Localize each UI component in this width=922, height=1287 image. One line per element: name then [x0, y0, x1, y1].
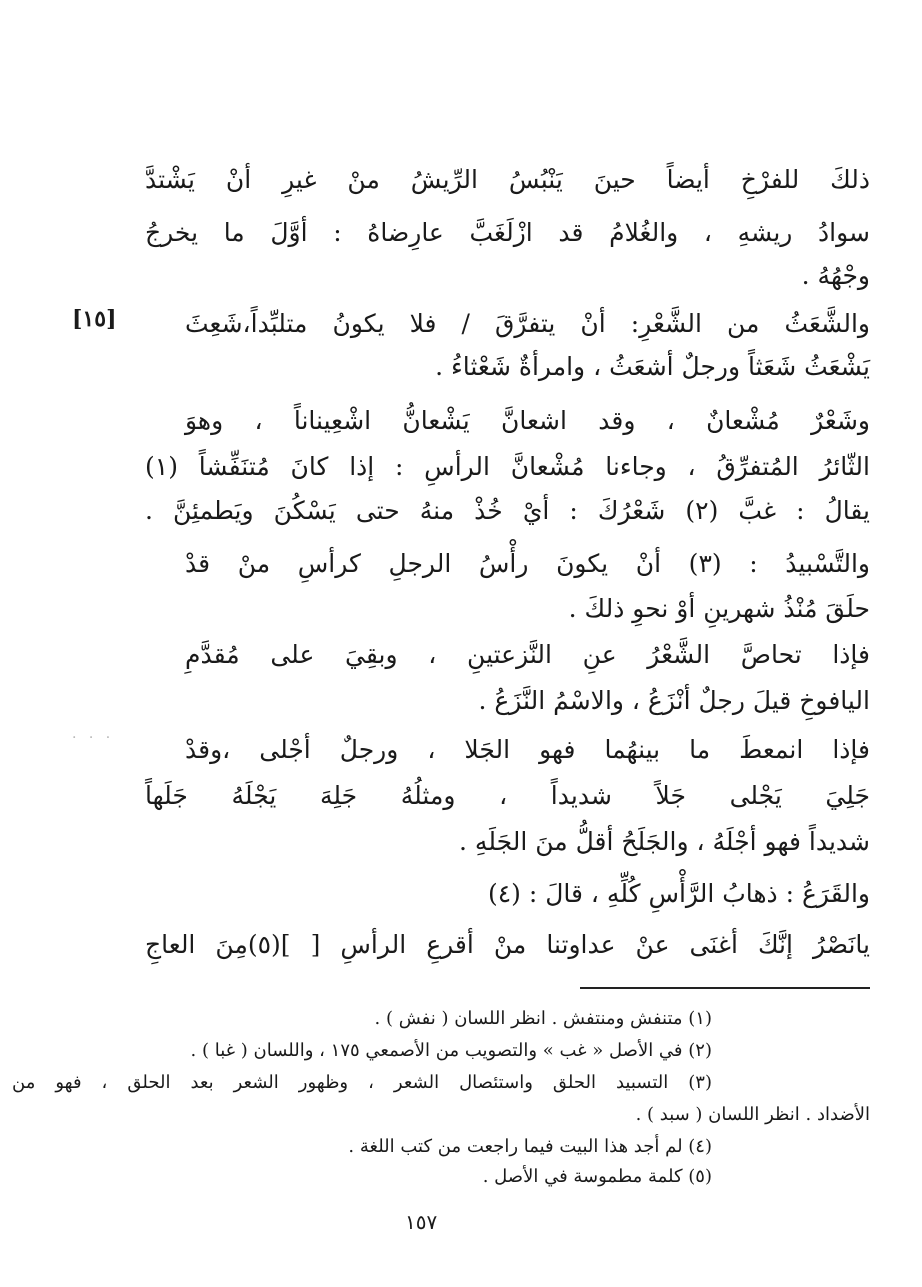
text-line-11: فإذا تحاصَّ الشَّعْرُ عنِ النَّزعتينِ ، وبقِيَ على مُقدَّمِ [185, 640, 870, 669]
text-line-5: يَشْعَثُ شَعَثاً ورجلٌ أشعَثُ ، وامرأةٌ شَعْثاءُ . [435, 352, 870, 381]
text-line-6: وشَعْرٌ مُشْعانٌ ، وقد اشعانَّ يَشْعانُّ اشْعِيناناً ، وهوَ [185, 406, 870, 435]
footnote-5: (٥) كلمة مطموسة في الأصل . [482, 1166, 712, 1187]
text-line-17: يانَصْرُ إنَّكَ أغنَى عنْ عداوتنا منْ أقرعِ الرأسِ [ ](٥)مِنَ العاجِ [145, 930, 870, 959]
text-line-13: فإذا انمعطَ ما بينهُما فهو الجَلا ، ورجلٌ أجْلى ،وقدْ [185, 735, 870, 764]
margin-page-marker: [١٥] [72, 306, 117, 332]
text-line-9: والتَّسْبيدُ : (٣) أنْ يكونَ رأْسُ الرجلِ كرأسِ منْ قدْ [185, 549, 870, 578]
page-number: ١٥٧ [405, 1210, 438, 1234]
text-line-14: جَلِيَ يَجْلى جَلاً شديداً ، ومثلُهُ جَلِهَ يَجْلَهُ جَلَهاً [145, 781, 870, 810]
footnote-separator [580, 987, 870, 989]
footnote-4: (٤) لم أجد هذا البيت فيما راجعت من كتب اللغة . [348, 1136, 712, 1157]
text-line-15: شديداً فهو أجْلَهُ ، والجَلَحُ أقلُّ منَ الجَلَهِ . [459, 827, 870, 856]
footnote-3-cont: الأضداد . انظر اللسان ( سبد ) . [635, 1104, 870, 1125]
text-line-8: يقالُ : غبَّ (٢) شَعْرُكَ : أيْ خُذْ منهُ حتى يَسْكُنَ ويَطمئِنَّ . [145, 496, 870, 525]
text-line-12: اليافوخِ قيلَ رجلٌ أنْزَعُ ، والاسْمُ النَّزَعُ . [478, 686, 870, 715]
text-line-3: وجْهُهُ . [801, 261, 870, 290]
margin-specks: · · · [72, 730, 115, 746]
text-line-2: سوادُ ريشهِ ، والغُلامُ قد ازْلَغَبَّ عارِضاهُ : أوَّلَ ما يخرجُ [145, 218, 870, 247]
footnote-3: (٣) التسبيد الحلق واستئصال الشعر ، وظهور الشعر بعد الحلق ، فهو من [12, 1072, 712, 1093]
footnote-2: (٢) في الأصل « غب » والتصويب من الأصمعي ١٧٥ ، واللسان ( غبا ) . [190, 1040, 712, 1061]
text-line-7: الثّائرُ المُتفرِّقُ ، وجاءنا مُشْعانَّ الرأسِ : إذا كانَ مُتنَفِّشاً (١) [145, 452, 870, 481]
text-line-1: ذلكَ للفرْخِ أيضاً حينَ يَنْبُسُ الرِّيشُ منْ غيرِ أنْ يَشْتدَّ [145, 165, 870, 194]
text-line-16: والقَرَعُ : ذهابُ الرَّأْسِ كُلِّهِ ، قالَ : (٤) [487, 879, 870, 908]
text-line-4: والشَّعَثُ من الشَّعْرِ: أنْ يتفرَّقَ / فلا يكونُ متلبِّداً،شَعِثَ [185, 309, 870, 338]
text-line-10: حلَقَ مُنْذُ شهرينِ أوْ نحوِ ذلكَ . [568, 594, 870, 623]
footnote-1: (١) متنفش ومنتفش . انظر اللسان ( نفش ) . [374, 1008, 712, 1029]
